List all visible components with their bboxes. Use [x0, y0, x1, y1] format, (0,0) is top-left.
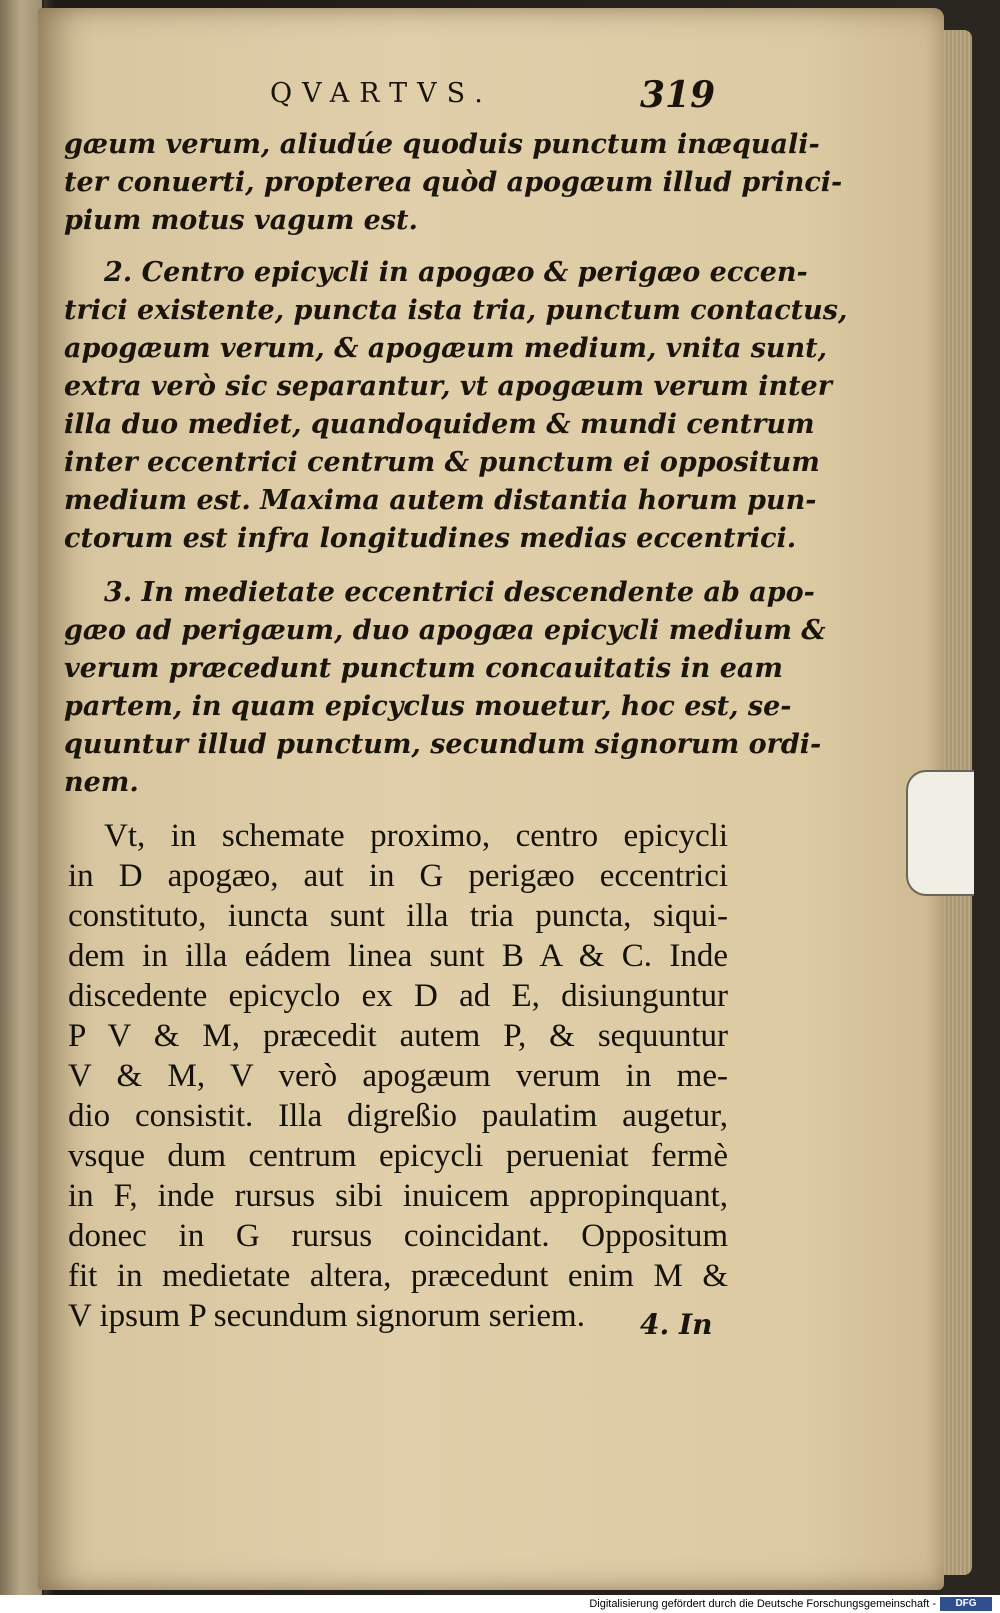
- text-line: V ipsum P secundum signorum seriem.: [68, 1298, 585, 1334]
- text-line: constituto, iuncta sunt illa tria puncta, siqui-: [68, 898, 728, 934]
- dfg-logo-icon: DFG: [940, 1597, 992, 1611]
- footer-credit: Digitalisierung gefördert durch die Deutsche Forschungsgemeinschaft -: [589, 1598, 936, 1610]
- text-line: 2. Centro epicycli in apogæo & perigæo eccen-: [104, 257, 808, 288]
- text-line: discedente epicyclo ex D ad E, disiunguntur: [68, 978, 728, 1014]
- text-line: ctorum est infra longitudines medias eccentrici.: [64, 523, 797, 554]
- text-line: 3. In medietate eccentrici descendente ab apo-: [104, 577, 815, 608]
- paragraph-1: [64, 126, 843, 240]
- text-line: extra verò sic separantur, vt apogæum verum inter: [64, 371, 832, 402]
- text-line: in D apogæo, aut in G perigæo eccentrici: [68, 858, 728, 894]
- text-line: Vt, in schemate proximo, centro epicycli: [104, 818, 728, 854]
- text-line: gæo ad perigæum, duo apogæa epicycli medium &: [64, 615, 826, 646]
- text-line: inter eccentrici centrum & punctum ei oppositum: [64, 447, 820, 478]
- text-line: quuntur illud punctum, secundum signorum ordi-: [64, 729, 822, 760]
- text-line: V & M, V verò apogæum verum in me-: [68, 1058, 728, 1094]
- footer-bar: [0, 1595, 1000, 1613]
- text-line: in F, inde rursus sibi inuicem appropinquant,: [68, 1178, 728, 1214]
- text-line: illa duo mediet, quandoquidem & mundi centrum: [64, 409, 815, 440]
- text-line: vsque dum centrum epicycli perueniat fermè: [68, 1138, 728, 1174]
- book-page: [38, 8, 944, 1590]
- text-line: verum præcedunt punctum concauitatis in eam: [64, 653, 783, 684]
- paragraph-3: [64, 574, 826, 802]
- text-line: gæum verum, aliudúe quoduis punctum inæquali-: [64, 129, 820, 160]
- text-line: dem in illa eádem linea sunt B A & C. Inde: [68, 938, 728, 974]
- text-line: donec in G rursus coincidant. Oppositum: [68, 1218, 728, 1254]
- text-line: apogæum verum, & apogæum medium, vnita sunt,: [64, 333, 828, 364]
- text-line: dio consistit. Illa digreßio paulatim augetur,: [68, 1098, 728, 1134]
- page-clip: [906, 770, 974, 896]
- text-line: trici existente, puncta ista tria, punctum contactus,: [64, 295, 848, 326]
- text-line: medium est. Maxima autem distantia horum pun-: [64, 485, 817, 516]
- text-line: P V & M, præcedit autem P, & sequuntur: [68, 1018, 728, 1054]
- paragraph-4: [68, 816, 728, 1336]
- running-head: QVARTVS.: [270, 78, 493, 109]
- catchword: 4. In: [640, 1308, 713, 1341]
- paragraph-2: [64, 254, 848, 558]
- page-number: 319: [640, 74, 716, 116]
- text-line: pium motus vagum est.: [64, 205, 418, 236]
- text-line: partem, in quam epicyclus mouetur, hoc est, se-: [64, 691, 792, 722]
- text-line: ter conuerti, propterea quòd apogæum illud princi-: [64, 167, 843, 198]
- text-line: fit in medietate altera, præcedunt enim M &: [68, 1258, 728, 1294]
- text-line: nem.: [64, 767, 139, 798]
